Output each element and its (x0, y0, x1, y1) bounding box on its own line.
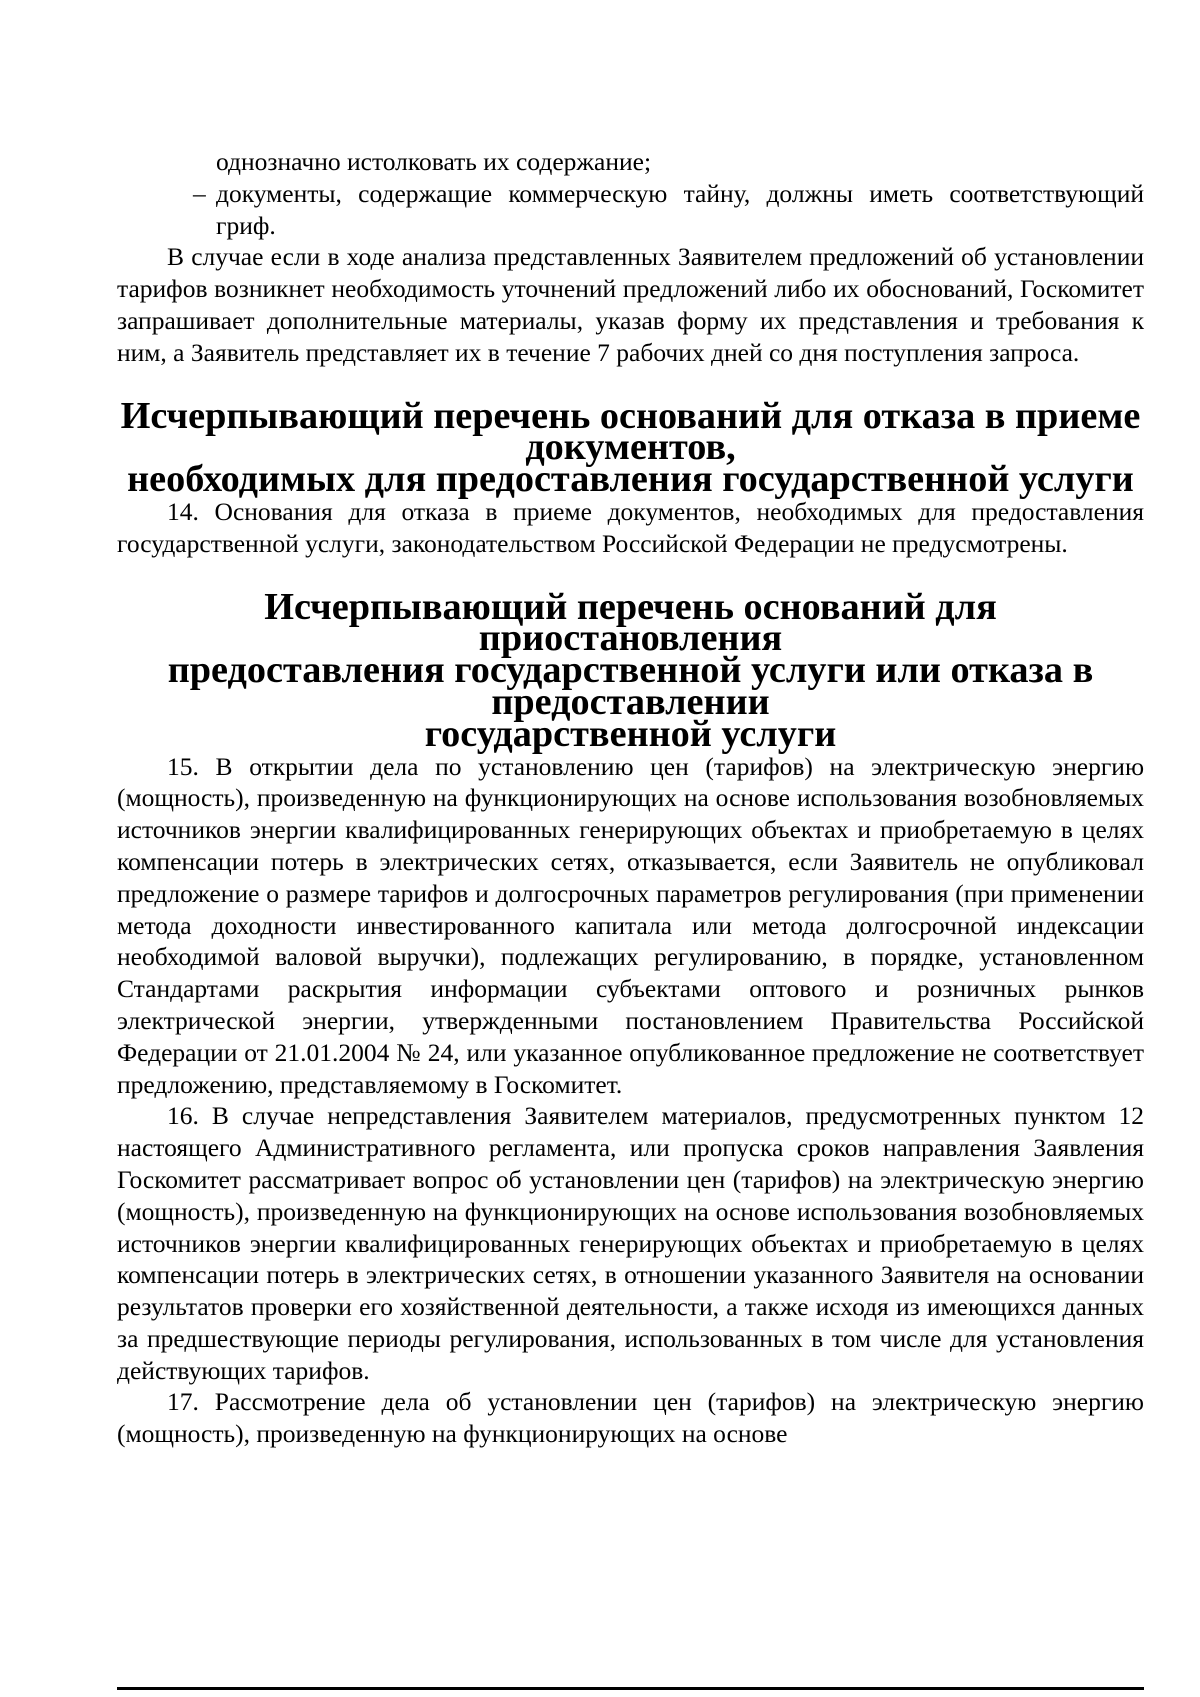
section-heading-suspension-refusal (117, 585, 1144, 755)
paragraph-clarification: В случае если в ходе анализа представленных Заявителем предложений об установлении тарифов возникнет необходимость уточнений предложений либо их обоснований, Госкомитет запрашивает дополнительные материалы, указав форму их представления и требования к ним, а Заявитель представляет их в течение 7 рабочих дней со дня поступления запроса. (117, 242, 1144, 367)
section-heading-document-refusal (117, 394, 1144, 501)
paragraph-15: 15. В открытии дела по установлению цен (тарифов) на электрическую энергию (мощность), произведенную на функционирующих на основе использования возобновляемых источников энергии квалифицированных генерирующих объектах и приобретаемую в целях компенсации потерь в электрических сетях, отказывается, если Заявитель не опубликовал предложение о размере тарифов и долгосрочных параметров регулирования (при применении метода доходности инвестированного капитала или метода долгосрочной индексации необходимой валовой выручки), подлежащих регулированию, в порядке, установленном Стандартами раскрытия информации субъектами оптового и розничных рынков электрической энергии, утвержденными постановлением Правительства Российской Федерации от 21.01.2004 № 24, или указанное опубликованное предложение не соответствует предложению, представляемому в Госкомитет. (117, 751, 1144, 1099)
heading-line: государственной услуги (424, 712, 837, 755)
paragraph-17: 17. Рассмотрение дела об установлении цен (тарифов) на электрическую энергию (мощность), произведенную на функционирующих на основе (117, 1387, 1144, 1449)
paragraph-14: 14. Основания для отказа в приеме документов, необходимых для предоставления государственной услуги, законодательством Российской Федерации не предусмотрены. (117, 496, 1144, 558)
heading-line: необходимых для предоставления государственной услуги (127, 458, 1134, 501)
list-item-text: документы, содержащие коммерческую тайну, должны иметь соответствующий гриф. (216, 178, 1144, 240)
heading-line: Исчерпывающий перечень оснований для приостановления (264, 585, 997, 660)
list-dash: – (193, 178, 206, 208)
document-page (117, 146, 1144, 1450)
heading-line: Исчерпывающий перечень оснований для отказа в приеме документов, (120, 394, 1141, 469)
page-bottom-rule (117, 1687, 1144, 1690)
list-continuation: однозначно истолковать их содержание; (216, 147, 652, 176)
list-item (117, 178, 1144, 242)
paragraph-16: 16. В случае непредставления Заявителем материалов, предусмотренных пунктом 12 настоящего Административного регламента, или пропуска сроков направления Заявления Госкомитет рассматривает вопрос об установлении цен (тарифов) на электрическую энергию (мощность), произведенную на функционирующих на основе использования возобновляемых источников энергии квалифицированных генерирующих объектах и приобретаемую в целях компенсации потерь в электрических сетях, в отношении указанного Заявителя на основании результатов проверки его хозяйственной деятельности, а также исходя из имеющихся данных за предшествующие периоды регулирования, использованных в том числе для установления действующих тарифов. (117, 1101, 1144, 1385)
heading-line: предоставления государственной услуги или отказа в предоставлении (167, 649, 1094, 723)
